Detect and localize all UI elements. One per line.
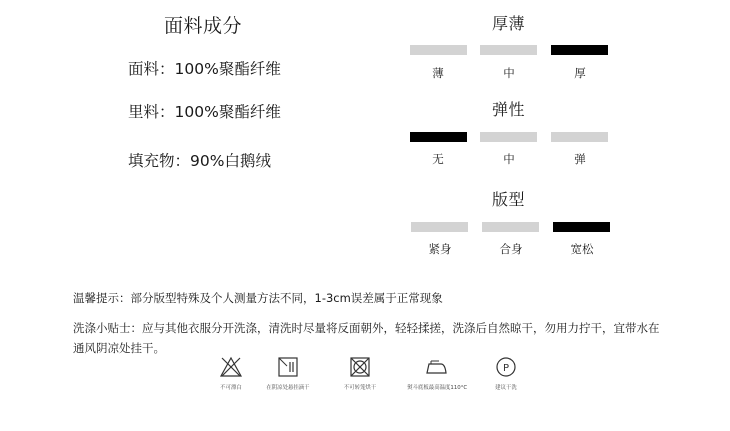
- elasticity-label-stretch: 弹: [574, 152, 586, 166]
- fabric-row-label: 填充物：: [128, 152, 191, 170]
- fit-title: 版型: [492, 190, 526, 209]
- care-caption: 不可转笼烘干: [343, 384, 377, 391]
- no-bleach-icon: [219, 356, 243, 378]
- thickness-label-medium: 中: [503, 66, 515, 80]
- care-item-iron: [404, 356, 468, 391]
- elasticity-title: 弹性: [492, 100, 526, 119]
- fabric-row-label: 面料：: [128, 60, 175, 78]
- fabric-title: 面料成分: [164, 15, 243, 37]
- fabric-row-label: 里料：: [128, 103, 175, 121]
- fabric-row-value: 90%白鹅绒: [190, 152, 271, 170]
- elasticity-bar-stretch: [551, 132, 608, 142]
- fit-bar-slim: [411, 222, 468, 232]
- hang-dry-shade-icon: [277, 356, 299, 378]
- thickness-bar-medium: [480, 45, 537, 55]
- wash-tip-line-1: 洗涤小贴士：应与其他衣服分开洗涤，清洗时尽量将反面朝外，轻轻揉搓，洗涤后自然晾干，勿用力拧干，宜带水在: [73, 321, 660, 335]
- wash-tip-line-2: 通风阴凉处挂干。: [73, 341, 165, 355]
- care-caption: 在阴凉处悬挂滴干: [266, 384, 310, 391]
- elasticity-bar-medium: [480, 132, 537, 142]
- thickness-label-thick: 厚: [574, 66, 586, 80]
- elasticity-label-medium: 中: [503, 152, 515, 166]
- fit-label-loose: 宽松: [570, 242, 594, 256]
- measurement-tip: 温馨提示：部分版型特殊及个人测量方法不同，1-3cm误差属于正常现象: [73, 291, 443, 305]
- fabric-row-lining: [128, 100, 281, 122]
- care-item-hang-dry: [256, 356, 320, 391]
- svg-text:P: P: [502, 363, 510, 374]
- fabric-row-filling: [128, 149, 271, 171]
- elasticity-bar-none: [410, 132, 467, 142]
- care-item-dry-clean: [474, 356, 538, 391]
- fabric-row-value: 100%聚酯纤维: [174, 103, 281, 121]
- no-tumble-dry-icon: [349, 356, 371, 378]
- care-item-no-tumble: [328, 356, 392, 391]
- care-caption: 熨斗底板最高温度110°C: [407, 384, 468, 391]
- fabric-row-value: 100%聚酯纤维: [174, 60, 281, 78]
- thickness-title: 厚薄: [492, 14, 526, 33]
- dry-clean-p-icon: [495, 356, 517, 378]
- fit-bar-regular: [482, 222, 539, 232]
- care-caption: 不可漂白: [220, 384, 242, 391]
- iron-low-heat-icon: [423, 356, 449, 378]
- thickness-bar-thick: [551, 45, 608, 55]
- thickness-bar-thin: [410, 45, 467, 55]
- care-item-no-bleach: [199, 356, 263, 391]
- fit-label-regular: 合身: [499, 242, 523, 256]
- elasticity-label-none: 无: [432, 152, 444, 166]
- fit-bar-loose: [553, 222, 610, 232]
- fabric-row-outer: [128, 57, 281, 79]
- thickness-label-thin: 薄: [432, 66, 444, 80]
- care-caption: 建议干洗: [495, 384, 517, 391]
- fit-label-slim: 紧身: [428, 242, 452, 256]
